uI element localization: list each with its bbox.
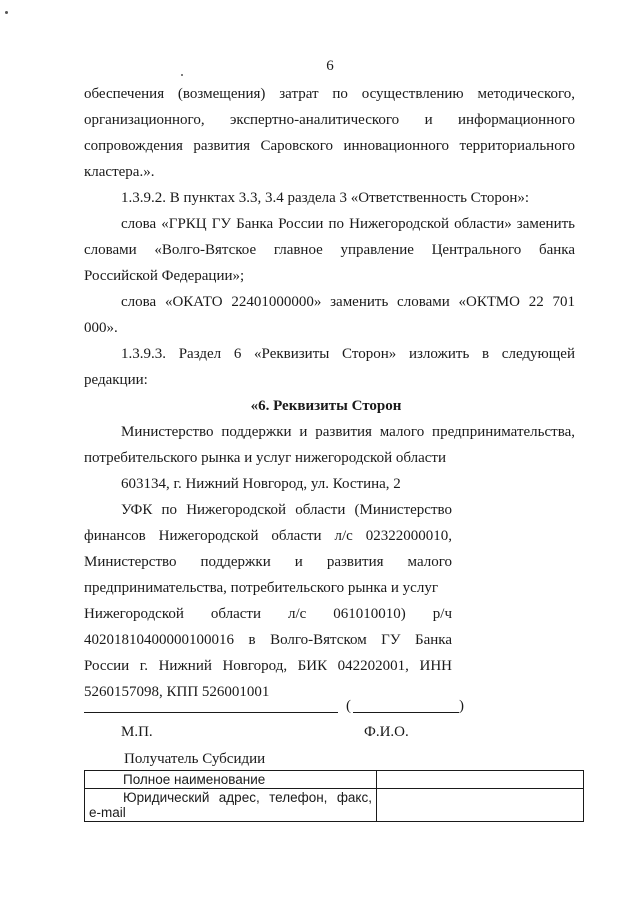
ministry-line: потребительского рынка и услуг нижегородской области	[84, 450, 446, 466]
body-line: словами «Волго-Вятское главное управление Центрального банка	[84, 242, 575, 258]
body-line: 1.3.9.3. Раздел 6 «Реквизиты Сторон» изложить в следующей	[121, 346, 575, 362]
table-row	[85, 789, 584, 822]
body-line: 1.3.9.2. В пунктах 3.3, 3.4 раздела 3 «Ответственность Сторон»:	[121, 190, 530, 206]
body-line: кластера.».	[84, 164, 155, 180]
recipient-heading: Получатель Субсидии	[124, 751, 266, 767]
details-line: 5260157098, КПП 526001001	[84, 684, 270, 700]
recipient-table	[84, 770, 584, 822]
ministry-address: 603134, г. Нижний Новгород, ул. Костина, 2	[121, 476, 401, 492]
body-line: 000».	[84, 320, 118, 336]
details-line: 40201810400000100016 в Волго-Вятском ГУ Банка	[84, 632, 452, 648]
table-cell-label	[85, 789, 377, 822]
body-line: сопровождения развития Саровского инновационного территориального	[84, 138, 575, 154]
full-name-label: Полное наименование	[123, 772, 266, 787]
details-line: Министерство поддержки и развития малого	[84, 554, 452, 570]
stamp-label: М.П.	[121, 724, 153, 740]
body-line: Российской Федерации»;	[84, 268, 245, 284]
table-row	[85, 771, 584, 789]
ministry-line: Министерство поддержки и развития малого предпринимательства,	[121, 424, 575, 440]
body-line: организационного, экспертно-аналитического и информационного	[84, 112, 575, 128]
table-cell-value	[377, 771, 584, 789]
body-line: слова «ГРКЦ ГУ Банка России по Нижегородской области» заменить	[121, 216, 575, 232]
body-line: обеспечения (возмещения) затрат по осуществлению методического,	[84, 86, 575, 102]
open-paren: (	[346, 698, 351, 714]
close-paren: )	[459, 698, 464, 714]
fio-label: Ф.И.О.	[364, 724, 409, 740]
signature-line	[84, 712, 338, 713]
details-line: России г. Нижний Новгород, БИК 042202001, ИНН	[84, 658, 452, 674]
name-line	[353, 712, 459, 713]
body-line: слова «ОКАТО 22401000000» заменить словами «ОКТМО 22 701	[121, 294, 575, 310]
table-cell-value	[377, 789, 584, 822]
address-label: Юридический адрес, телефон, факс,	[123, 790, 372, 805]
section-heading: «6. Реквизиты Сторон	[250, 398, 402, 414]
details-line: Нижегородской области л/с 061010010) р/ч	[84, 606, 452, 622]
details-line: УФК по Нижегородской области (Министерство	[121, 502, 452, 518]
scan-speck	[181, 74, 183, 76]
email-label: e-mail	[89, 805, 126, 820]
scan-speck	[5, 11, 8, 14]
details-line: финансов Нижегородской области л/с 02322000010,	[84, 528, 452, 544]
body-line: редакции:	[84, 372, 148, 388]
table-cell-label	[85, 771, 377, 789]
page-number: 6	[326, 58, 334, 74]
details-line: предпринимательства, потребительского рынка и услуг	[84, 580, 438, 596]
